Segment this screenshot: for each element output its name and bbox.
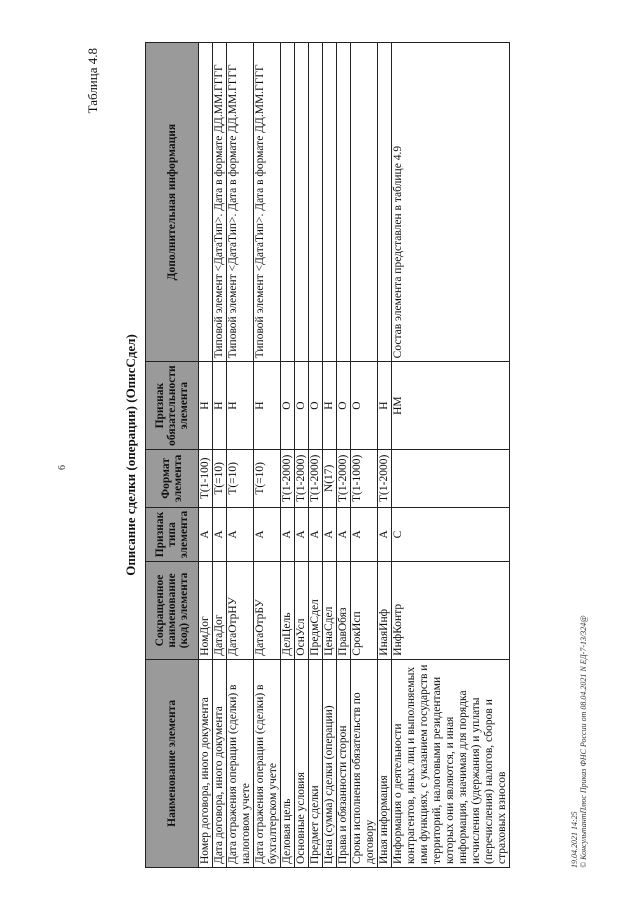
header-format: Формат элемента: [146, 449, 199, 507]
cell-format: Т(1-2000): [281, 449, 295, 507]
footer-source: © КонсультантПлюс Приказ ФНС России от 08.04.2021 N ЕД-7-13/324@: [579, 615, 588, 868]
table-row: [254, 43, 281, 868]
cell-required: О: [309, 362, 323, 450]
print-footer: [570, 615, 588, 868]
table-row: [351, 43, 378, 868]
header-short: Сокращенное наименование (код) элемента: [146, 562, 199, 660]
table-row: [281, 43, 295, 868]
cell-short: ИнаяИнф: [378, 562, 392, 660]
table-row: [295, 43, 309, 868]
cell-required: Н: [213, 362, 227, 450]
cell-short: ДатаДог: [213, 562, 227, 660]
cell-name: Деловая цель: [281, 659, 295, 867]
header-info: Дополнительная информация: [146, 43, 199, 362]
table-header-row: [146, 43, 199, 868]
cell-name: Дата отражения операции (сделки) в бухгалтерском учете: [254, 659, 281, 867]
cell-type: А: [309, 507, 323, 561]
cell-name: Номер договора, иного документа: [199, 659, 213, 867]
cell-type: А: [295, 507, 309, 561]
cell-required: О: [281, 362, 295, 450]
cell-required: О: [351, 362, 378, 450]
cell-type: А: [254, 507, 281, 561]
cell-info: Состав элемента представлен в таблице 4.9: [392, 43, 510, 362]
cell-name: Информация о деятельности контрагентов, иных лиц и выполняемых ими функциях, с указанием государств и территорий, налоговыми резидентами которых они являются, и иная информация, значимая для порядка исчисления (удержания) и уплаты (перечисления) налогов, сборов и страховых взносов: [392, 659, 510, 867]
cell-required: О: [337, 362, 351, 450]
cell-short: СрокИсп: [351, 562, 378, 660]
table-row: [227, 43, 254, 868]
cell-info: [337, 43, 351, 362]
cell-short: ДатаОтрБУ: [254, 562, 281, 660]
cell-format: [392, 449, 510, 507]
cell-info: Типовой элемент <ДатаТип>. Дата в формате ДД.ММ.ГГГГ: [254, 43, 281, 362]
cell-name: Иная информация: [378, 659, 392, 867]
cell-required: О: [295, 362, 309, 450]
cell-short: ПравОбяз: [337, 562, 351, 660]
cell-name: Дата отражения операции (сделки) в налоговом учете: [227, 659, 254, 867]
cell-format: Т(1-2000): [295, 449, 309, 507]
cell-format: Т(=10): [213, 449, 227, 507]
cell-format: Т(=10): [254, 449, 281, 507]
cell-format: Т(1-2000): [337, 449, 351, 507]
table-row: [378, 43, 392, 868]
cell-info: [295, 43, 309, 362]
cell-short: ДелЦель: [281, 562, 295, 660]
cell-format: N(17): [323, 449, 337, 507]
cell-required: Н: [199, 362, 213, 450]
table-caption: Описание сделки (операции) (ОписСдел): [123, 334, 138, 576]
cell-required: Н: [254, 362, 281, 450]
cell-required: НМ: [392, 362, 510, 450]
table-row: [392, 43, 510, 868]
cell-type: А: [199, 507, 213, 561]
cell-type: А: [213, 507, 227, 561]
cell-name: Сроки исполнения обязательств по договору: [351, 659, 378, 867]
cell-type: С: [392, 507, 510, 561]
cell-info: [323, 43, 337, 362]
cell-name: Предмет сделки: [309, 659, 323, 867]
cell-short: ОснУсл: [295, 562, 309, 660]
cell-required: Н: [378, 362, 392, 450]
table-label: Таблица 4.8: [85, 48, 100, 114]
table-row: [323, 43, 337, 868]
cell-info: [199, 43, 213, 362]
cell-format: Т(1-2000): [378, 449, 392, 507]
cell-info: [351, 43, 378, 362]
cell-short: ЦенаСдел: [323, 562, 337, 660]
cell-type: А: [227, 507, 254, 561]
header-type: Признак типа элемента: [146, 507, 199, 561]
cell-info: [378, 43, 392, 362]
cell-info: Типовой элемент <ДатаТип>. Дата в формате ДД.ММ.ГГГГ: [227, 43, 254, 362]
cell-type: А: [281, 507, 295, 561]
cell-format: Т(=10): [227, 449, 254, 507]
cell-type: А: [351, 507, 378, 561]
cell-info: [281, 43, 295, 362]
cell-required: Н: [323, 362, 337, 450]
cell-format: Т(1-1000): [351, 449, 378, 507]
table-row: [213, 43, 227, 868]
footer-timestamp: 19.04.2021 14:25: [570, 811, 579, 868]
header-required: Признак обязательности элемента: [146, 362, 199, 450]
cell-name: Дата договора, иного документа: [213, 659, 227, 867]
cell-name: Основные условия: [295, 659, 309, 867]
page-number: 6: [57, 465, 68, 470]
header-name: Наименование элемента: [146, 659, 199, 867]
cell-info: [309, 43, 323, 362]
table-row: [309, 43, 323, 868]
rotated-content: [45, 30, 605, 880]
cell-type: А: [378, 507, 392, 561]
cell-short: НомДог: [199, 562, 213, 660]
cell-name: Права и обязанности сторон: [337, 659, 351, 867]
cell-short: ПредмСдел: [309, 562, 323, 660]
cell-info: Типовой элемент <ДатаТип>. Дата в формате ДД.ММ.ГГГГ: [213, 43, 227, 362]
cell-name: Цена (сумма) сделки (операции): [323, 659, 337, 867]
cell-short: ИнфКонтр: [392, 562, 510, 660]
cell-type: А: [337, 507, 351, 561]
table-row: [337, 43, 351, 868]
elements-table: [145, 42, 510, 868]
cell-format: Т(1-100): [199, 449, 213, 507]
table-body: [199, 43, 510, 868]
cell-format: Т(1-2000): [309, 449, 323, 507]
cell-short: ДатаОтрНУ: [227, 562, 254, 660]
cell-required: Н: [227, 362, 254, 450]
table-row: [199, 43, 213, 868]
cell-type: А: [323, 507, 337, 561]
